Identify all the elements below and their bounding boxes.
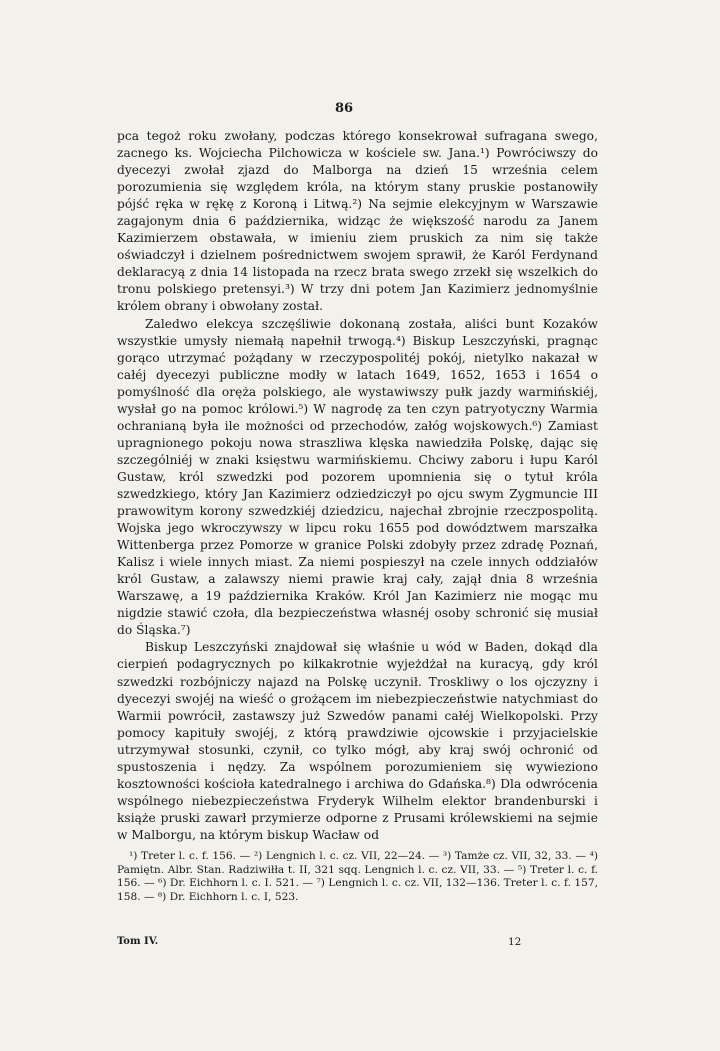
volume-signature: Tom IV. [117, 936, 159, 947]
page-number: 86 [335, 101, 354, 116]
paragraph: Zaledwo elekcya szczęśliwie dokonaną została, aliści bunt Kozaków wszystkie umysły niemałą napełnił trwogą.⁴) Biskup Leszczyński, pragnąc gorąco utrzymać pożądany w rzeczypospolitéj pokój, nietylko nakazał w całéj dyecezyi publiczne modły w latach 1649, 1652, 1653 i 1654 o pomyślność dla oręża polskiego, ale wystawiwszy pułk jazdy warmińskiéj, wysłał go na pomoc królowi.⁵) W nagrodę za ten czyn patryotyczny Warmia ochranianą była ile możności od przechodów, załóg wojskowych.⁶) Zamiast upragnionego pokoju nowa straszliwa klęska nawiedziła Polskę, dając się szczególniéj w znaki księstwu warmińskiemu. Chciwy zaboru i łupu Karól Gustaw, król szwedzki pod pozorem upomnienia się o tytuł króla szwedzkiego, który Jan Kazimierz odziedziczył po ojcu swym Zygmuncie III prawowitym korony szwedzkiéj dziedzicu, najechał zbrojnie rzeczpospolitą. Wojska jego wkroczywszy w lipcu roku 1655 pod dowództwem marszałka Wittenberga przez Pomorze w granice Polski zdobyły przez zdradę Poznań, Kalisz i wiele innych miast. Za niemi pospieszył na czele innych oddziałów król Gustaw, a zalawszy niemi prawie kraj cały, zajął dnia 8 września Warszawę, a 19 października Kraków. Król Jan Kazimierz nie mogąc mu nigdzie stawić czoła, dla bezpieczeństwa własnéj osoby schronić się musiał do Śląska.⁷) [117, 316, 598, 638]
sheet-number: 12 [508, 936, 522, 948]
paragraph: Biskup Leszczyński znajdował się właśnie u wód w Baden, dokąd dla cierpień podagrycznych po kilkakrotnie wyjeżdżał na kuracyą, gdy król szwedzki rozbójniczy najazd na Polskę uczynił. Troskliwy o los ojczyzny i dyecezyi swojéj na wieść o grożącem im niebezpieczeństwie natychmiast do Warmii powrócił, zastawszy już Szwedów panami całéj Wielkopolski. Przy pomocy kapituły swojéj, z którą prawdziwie ojcowskie i przyjacielskie utrzymywał stosunki, czynił, co tylko mógł, aby kraj swój ochronić od spustoszenia i nędzy. Za wspólnem porozumieniem się wywieziono kosztowności kościoła katedralnego i archiwa do Gdańska.⁸) Dla odwrócenia wspólnego niebezpieczeństwa Fryderyk Wilhelm elektor brandenburski i książe pruski zawarł przymierze odporne z Prusami królewskiemi na sejmie w Malborgu, na którym biskup Wacław od [117, 640, 598, 842]
main-text [117, 128, 598, 844]
footnote-text: ¹) Treter l. c. f. 156. — ²) Lengnich l. c. cz. VII, 22—24. — ³) Tamże cz. VII, 32, 33. — ⁴) Pamiętn. Albr. Stan. Radziwiłła t. II, 321 sqq. Lengnich l. c. cz. VII, 33. — ⁵) Treter l. c. f. 156. — ⁶) Dr. Eichhorn l. c. I. 521. — ⁷) Lengnich l. c. cz. VII, 132—136. Treter l. c. f. 157, 158. — ⁸) Dr. Eichhorn l. c. I, 523. [117, 850, 598, 903]
footnotes [117, 850, 598, 904]
paragraph: pca tegoż roku zwołany, podczas którego konsekrował sufragana swego, zacnego ks. Wojciecha Pilchowicza w kościele sw. Jana.¹) Powróciwszy do dyecezyi zwołał zjazd do Malborga na dzień 15 września celem porozumienia się względem króla, na którym stany pruskie postanowiły pójść ręka w rękę z Koroną i Litwą.²) Na sejmie elekcyjnym w Warszawie zagajonym dnia 6 października, widząc że większość narodu za Janem Kazimierzem obstawała, w imieniu ziem pruskich za nim się także oświadczył i dzielnem pośrednictwem swojem sprawił, że Karól Ferdynand deklaracyą z dnia 14 listopada na rzecz brata swego zrzekł się wszelkich do tronu polskiego pretensyi.³) W trzy dni potem Jan Kazimierz jednomyślnie królem obrany i obwołany został. [117, 129, 598, 314]
